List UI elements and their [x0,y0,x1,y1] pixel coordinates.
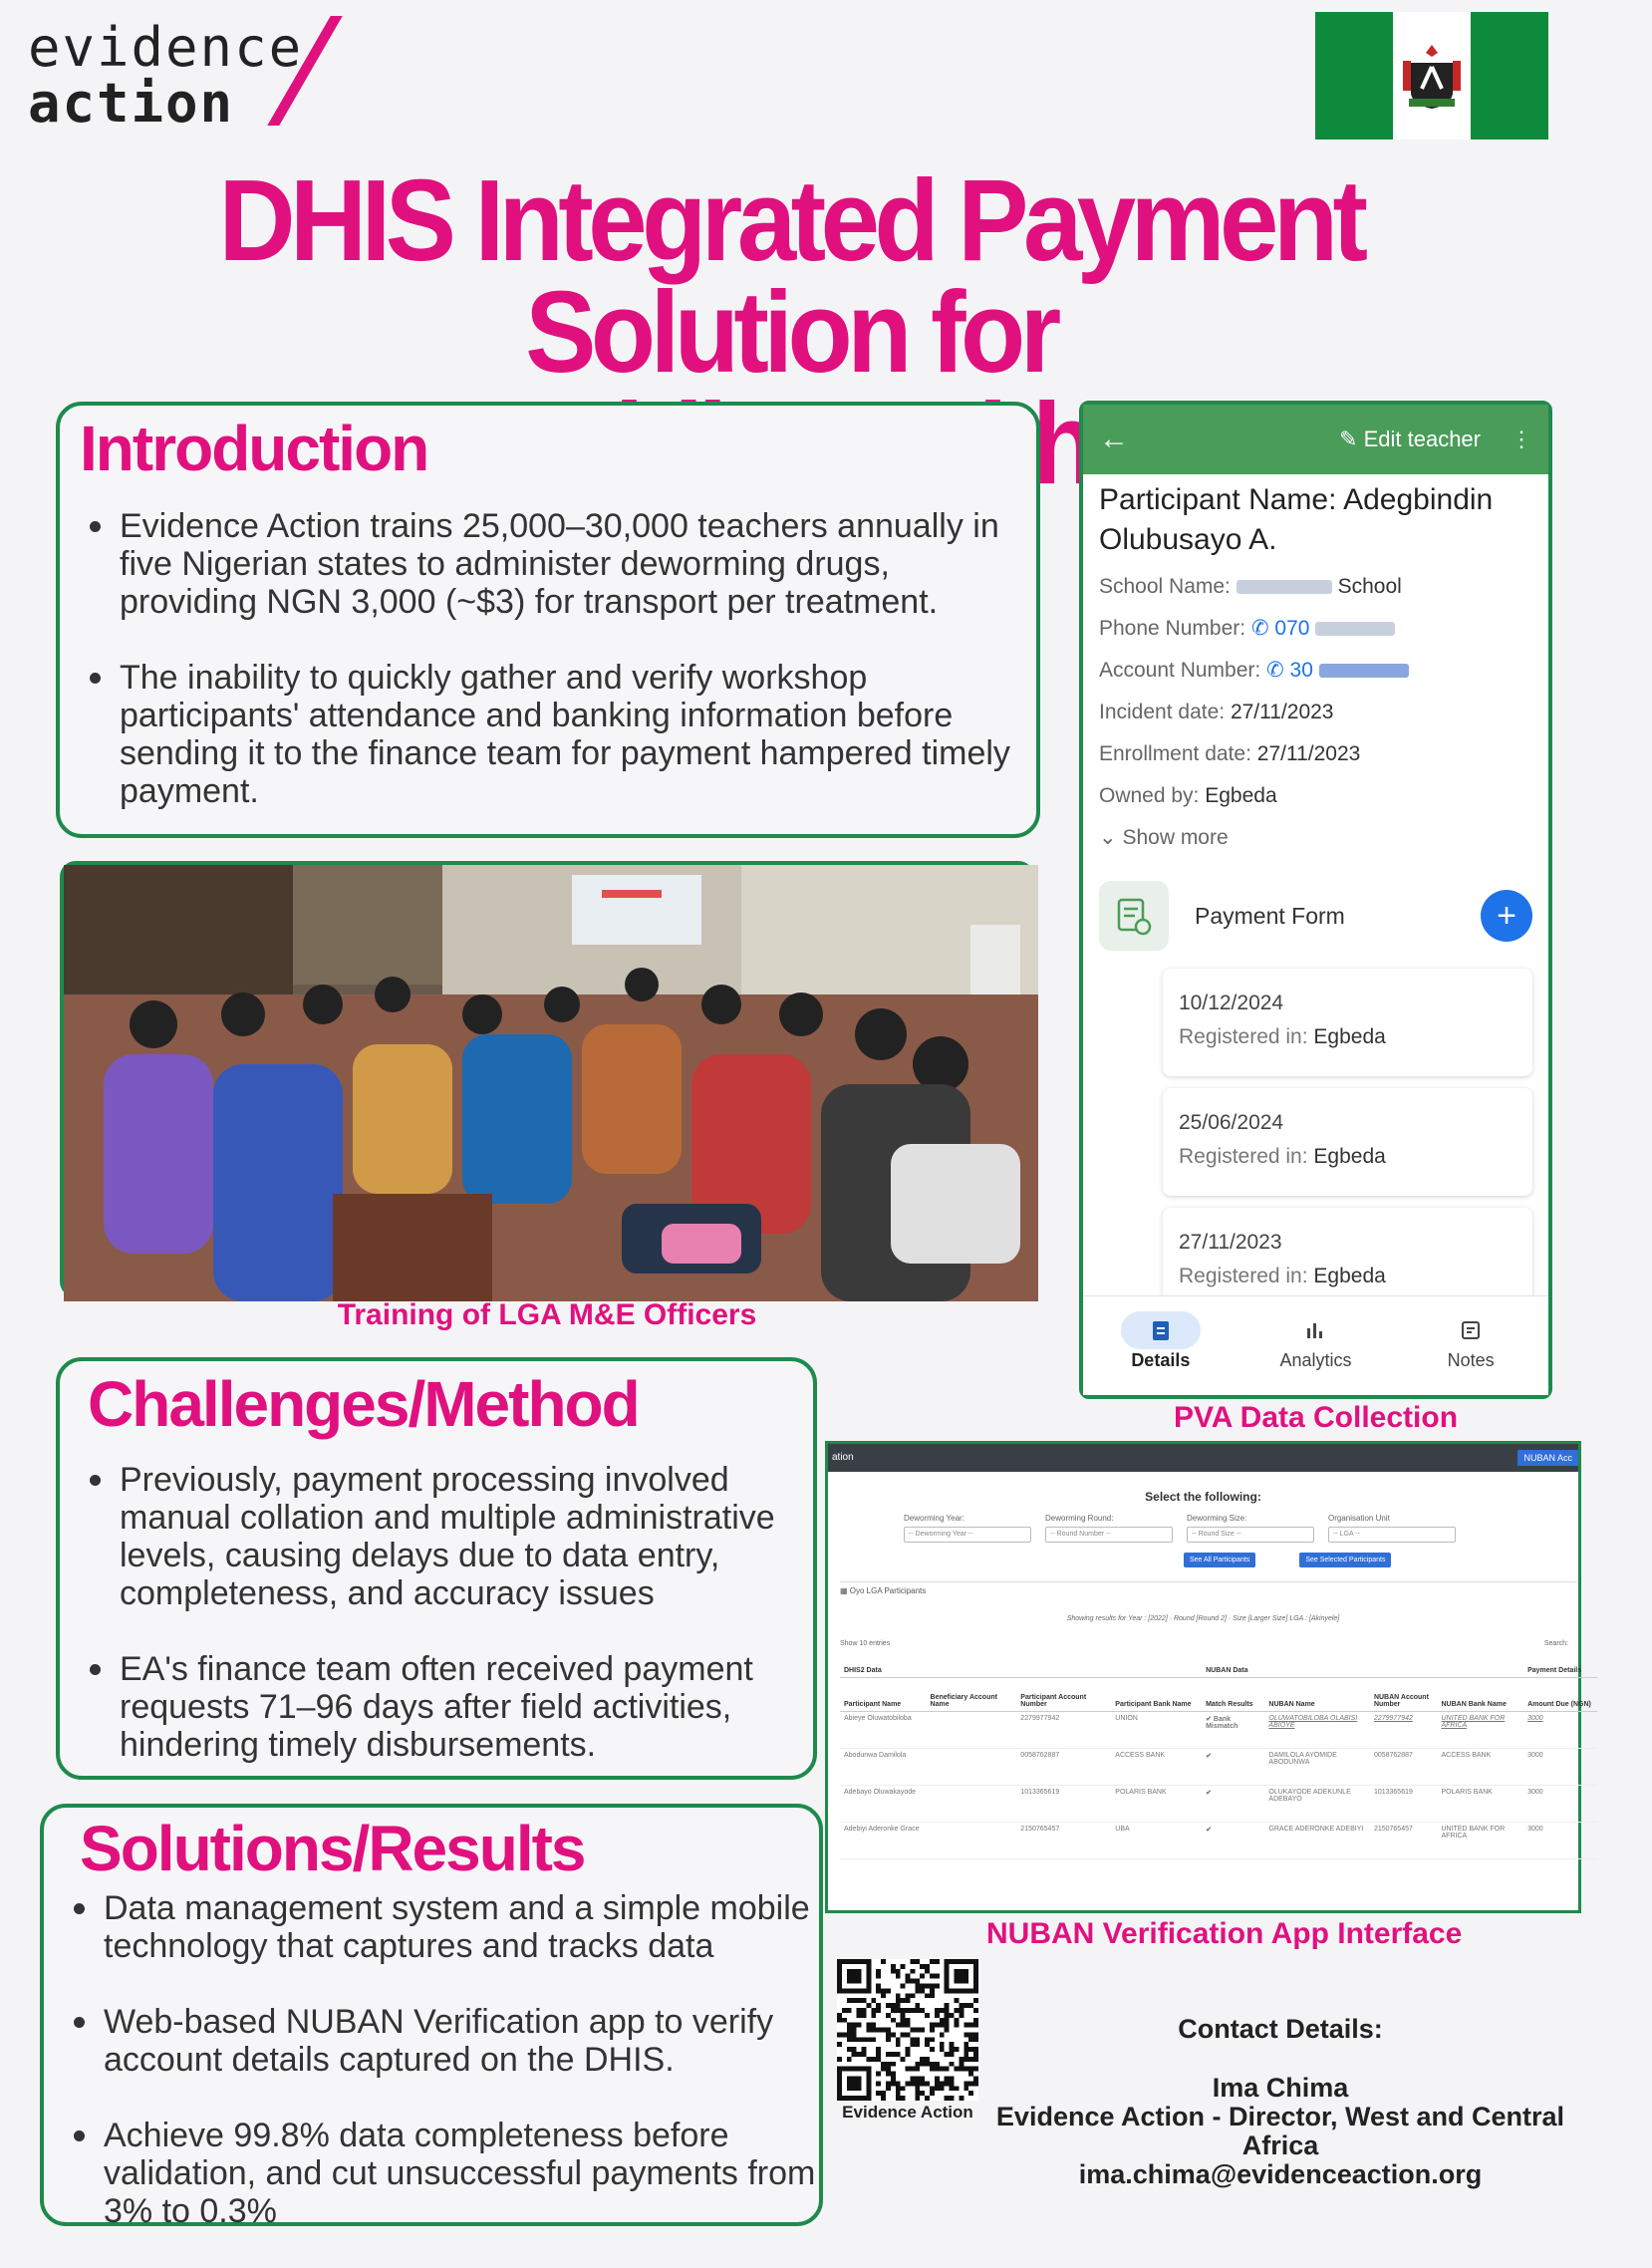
challenges-section [56,1357,817,1780]
introduction-bullet: The inability to quickly gather and verify workshop participants' attendance and banking information before sending it to the finance team for payment hampered timely payment. [82,659,1028,810]
solutions-bullet: Web-based NUBAN Verification app to verify account details captured on the DHIS. [66,2003,833,2079]
challenges-list [82,1461,809,1802]
nav-details-tab[interactable]: Details [1101,1310,1221,1395]
notes-icon [1411,1310,1530,1350]
bar-chart-icon [1255,1310,1375,1350]
contact-heading: Contact Details: [1178,2014,1383,2044]
phone-icon[interactable]: ✆ [1266,659,1284,682]
phone-top-bar [1083,405,1548,474]
deworming-year-select[interactable]: -- Deworming Year -- [904,1527,1031,1543]
table-row: Adebiyi Aderonke Grace 2150765457 UBA ✔ GRACE ADERONKE ADEBIYI 2150765457 UNITED BANK FOR AFRICA 3000 [840,1822,1597,1858]
solutions-bullet: Achieve 99.8% data completeness before validation, and cut unsuccessful payments from 3% to 0.3% [66,2117,833,2230]
nuban-section-title: ▦ Oyo LGA Participants [840,1581,1578,1595]
coat-of-arms-icon [1393,12,1471,140]
qr-label: Evidence Action [842,2103,973,2122]
nav-notes-tab[interactable]: Notes [1411,1310,1530,1395]
table-row: Abieye Oluwatobiloba 2279977942 UNION ✔ Bank Mismatch OLUWATOBILOBA OLABISI ABIOYE 2279977942 UNITED BANK FOR AFRICA 3000 [840,1711,1597,1748]
logo-line-1: evidence [28,16,304,79]
introduction-bullet: Evidence Action trains 25,000–30,000 teachers annually in five Nigerian states to administer deworming drugs, providing NGN 3,000 (~$3) for transport per treatment. [82,507,1028,621]
organisation-unit-select[interactable]: -- LGA -- [1328,1527,1456,1543]
challenges-bullet: Previously, payment processing involved manual collation and multiple administrative levels, causing delays due to data entry, completeness, and accuracy issues [82,1461,809,1612]
introduction-section [56,402,1040,838]
show-more-toggle[interactable]: ⌄ Show more [1099,826,1229,849]
deworming-size-select[interactable]: -- Round Size -- [1187,1527,1314,1543]
details-icon [1121,1311,1201,1349]
more-options-icon[interactable]: ⋮ [1511,426,1532,451]
nuban-select-title: Select the following: [1145,1490,1261,1504]
add-payment-button[interactable]: + [1481,890,1532,942]
nigeria-flag [1315,12,1548,140]
nuban-caption: NUBAN Verification App Interface [986,1917,1463,1950]
school-row: School Name: School [1099,575,1402,598]
deworming-round-select[interactable]: -- Round Number -- [1045,1527,1173,1543]
qr-code[interactable] [837,1959,978,2101]
form-icon [1099,881,1169,951]
table-row: Adebayo Oluwakayode 1013365619 POLARIS BANK ✔ OLUKAYODE ADEKUNLE ADEBAYO 1013365619 POLARIS BANK 3000 [840,1785,1597,1822]
incident-row: Incident date: 27/11/2023 [1099,701,1334,723]
challenges-heading: Challenges/Method [88,1368,639,1440]
nuban-table: DHIS2 Data NUBAN Data Payment Details Participant Name Beneficiary Account Name Participant Account Number Participant Bank Name Match Results NUBAN Name NUBAN Account Number NUBAN Bank Name Amount Due (NGN) Abieye Oluwatobiloba 2279977942 UNION ✔ Bank Mismatch OLUWATOBILOBA OLABISI ABIOYE 2279977942 UNITED BANK FOR AFRICA 3000 Abodunwa Damilola 0058762887 ACCESS BANK ✔ DAMILOLA AYOMIDE ABODUNWA 0058762887 ACCESS BANK 3000 Adebayo Oluwakayode 1013365619 POLARIS BANK ✔ OLUKAYODE ADEKUNLE ADEBAYO 1013365619 POLARIS BANK 3000 Adebiyi Aderonke Grace 2150765457 UBA ✔ GRACE ADERONKE ADEBIYI 2150765457 UNITED BANK FOR AFRICA 3000 [840,1657,1597,1859]
edit-teacher-button[interactable]: ✎ Edit teacher [1339,426,1481,451]
payment-entry[interactable]: 25/06/2024 Registered in: Egbeda [1163,1088,1532,1196]
contact-role: Evidence Action - Director, West and Central Africa [995,2102,1565,2160]
payment-entry[interactable]: 27/11/2023 Registered in: Egbeda [1163,1208,1532,1315]
logo-line-2: action [28,72,235,135]
training-photo [60,861,1034,1297]
account-row: Account Number: ✆ 30 [1083,650,1548,692]
search-label[interactable]: Search: [1543,1640,1568,1647]
evidence-action-logo [28,16,304,135]
page-title: DHIS Integrated Payment Solution for [218,155,1363,397]
introduction-list [82,507,1028,848]
see-all-participants-button[interactable]: See All Participants [1184,1553,1255,1567]
solutions-heading: Solutions/Results [80,1813,585,1884]
challenges-bullet: EA's finance team often received payment requests 71–96 days after field activities, hindering timely disbursements. [82,1650,809,1764]
table-row: Abodunwa Damilola 0058762887 ACCESS BANK ✔ DAMILOLA AYOMIDE ABODUNWA 0058762887 ACCESS BANK 3000 [840,1748,1597,1785]
chevron-down-icon: ⌄ [1099,826,1117,849]
owned-row: Owned by: Egbeda [1099,784,1277,807]
back-arrow-icon[interactable]: ← [1099,423,1129,455]
payment-form-header: Payment Form + [1083,859,1548,961]
phone-row: Phone Number: ✆ 070 [1083,608,1548,650]
phone-icon[interactable]: ✆ [1250,617,1269,640]
phone-bottom-nav [1083,1295,1548,1395]
contact-name: Ima Chima [1212,2073,1349,2103]
contact-email[interactable]: ima.chima@evidenceaction.org [1078,2159,1483,2189]
solutions-section [40,1804,823,2230]
introduction-heading: Introduction [80,413,428,484]
phone-caption: PVA Data Collection [1173,1401,1459,1434]
show-entries-select[interactable]: Show 10 entries [840,1640,891,1647]
nuban-account-button[interactable]: NUBAN Acc [1517,1450,1578,1466]
participant-name: Participant Name: Adegbindin Olubusayo A. [1099,483,1494,556]
nuban-filters: Deworming Year: -- Deworming Year -- Deworming Round: -- Round Number -- Deworming Size: -- Round Size -- Organisation Unit -- LGA -- [904,1514,1578,1543]
contact-details [986,2015,1574,2189]
nav-analytics-tab[interactable]: Analytics [1255,1310,1375,1395]
solutions-list [66,1889,833,2268]
nuban-top-bar: ation NUBAN Acc [828,1444,1578,1472]
enrollment-row: Enrollment date: 27/11/2023 [1099,742,1361,765]
solutions-bullet: Data management system and a simple mobile technology that captures and tracks data [66,1889,833,1965]
photo-caption: Training of LGA M&E Officers [337,1298,757,1331]
see-selected-participants-button[interactable]: See Selected Participants [1299,1553,1391,1567]
payment-entry[interactable]: 10/12/2024 Registered in: Egbeda [1163,969,1532,1076]
pva-phone-screenshot [1079,401,1552,1399]
nuban-app-screenshot [825,1441,1591,1913]
nuban-showing-text: Showing results for Year : [2022] · Round [Round 2] · Size [Larger Size] LGA : [Akinyele] [1066,1615,1340,1622]
